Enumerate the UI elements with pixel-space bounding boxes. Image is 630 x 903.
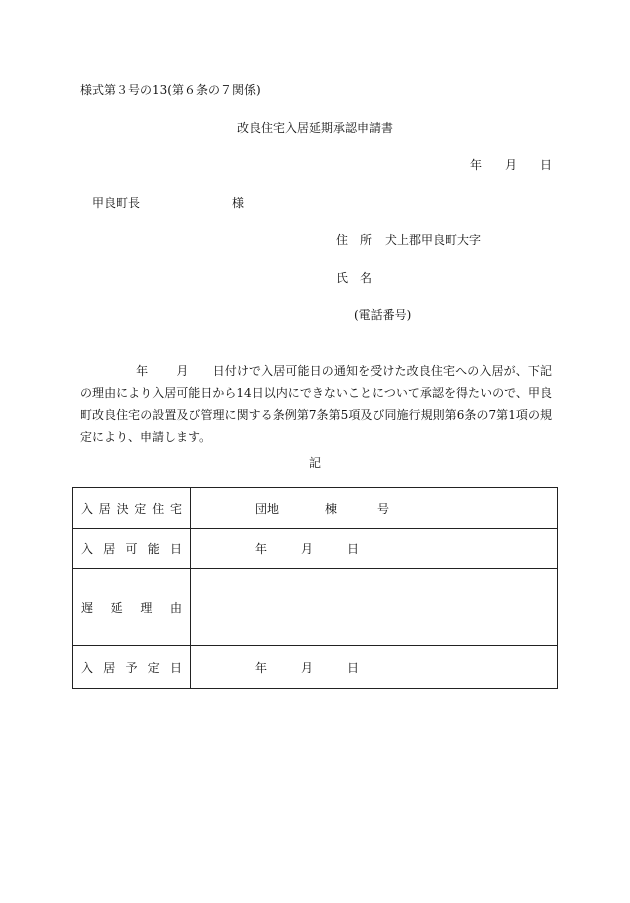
danchi-label: 団地 — [255, 501, 280, 516]
addressee: 甲良町長 — [92, 196, 141, 210]
row-label — [73, 646, 191, 689]
detail-table — [72, 487, 558, 689]
label-delay-reason: 遅延理由 — [81, 600, 182, 615]
document-title: 改良住宅入居延期承認申請書 — [236, 121, 393, 135]
table-row — [73, 569, 558, 646]
gou-label: 号 — [377, 501, 390, 516]
application-date — [447, 156, 552, 173]
table-row — [73, 646, 558, 689]
ki-heading: 記 — [308, 456, 321, 470]
form-number: 様式第３号の13(第６条の７関係) — [80, 83, 261, 97]
label-planned-date: 入居予定日 — [81, 660, 182, 675]
day-label: 日 — [347, 660, 360, 675]
year-label: 年 — [255, 542, 268, 556]
address-label: 住 所 — [336, 233, 373, 247]
name-label: 氏 名 — [336, 271, 373, 285]
label-available-date: 入居可能日 — [81, 542, 182, 556]
date-month-label: 月 — [505, 158, 518, 172]
row-value — [191, 529, 558, 569]
month-label: 月 — [301, 660, 314, 675]
table-row — [73, 488, 558, 529]
row-label — [73, 488, 191, 529]
year-label: 年 — [255, 660, 268, 675]
date-year-label: 年 — [470, 158, 483, 172]
body-year-label: 年 — [136, 364, 149, 378]
table-row — [73, 529, 558, 569]
row-value — [191, 646, 558, 689]
phone-label: (電話番号) — [354, 308, 412, 322]
honorific: 様 — [232, 196, 245, 210]
month-label: 月 — [301, 542, 314, 556]
row-label — [73, 569, 191, 646]
body-text: 日付けで入居可能日の通知を受けた改良住宅への入居が、下記の理由により入居可能日から14日以内にできないことについて承認を得たいので、甲良町改良住宅の設置及び管理に関する条例第7条第5項及び同施行規則第6条の7第1項の規定により、申請します。 — [80, 364, 552, 444]
row-value — [191, 488, 558, 529]
body-month-label: 月 — [176, 364, 189, 378]
day-label: 日 — [347, 542, 360, 556]
label-housing: 入居決定住宅 — [81, 501, 182, 516]
tou-label: 棟 — [325, 501, 338, 516]
row-label — [73, 529, 191, 569]
delay-reason-field[interactable] — [191, 569, 558, 646]
request-body — [80, 360, 552, 448]
address-value: 犬上郡甲良町大字 — [385, 233, 482, 247]
date-day-label: 日 — [540, 158, 553, 172]
